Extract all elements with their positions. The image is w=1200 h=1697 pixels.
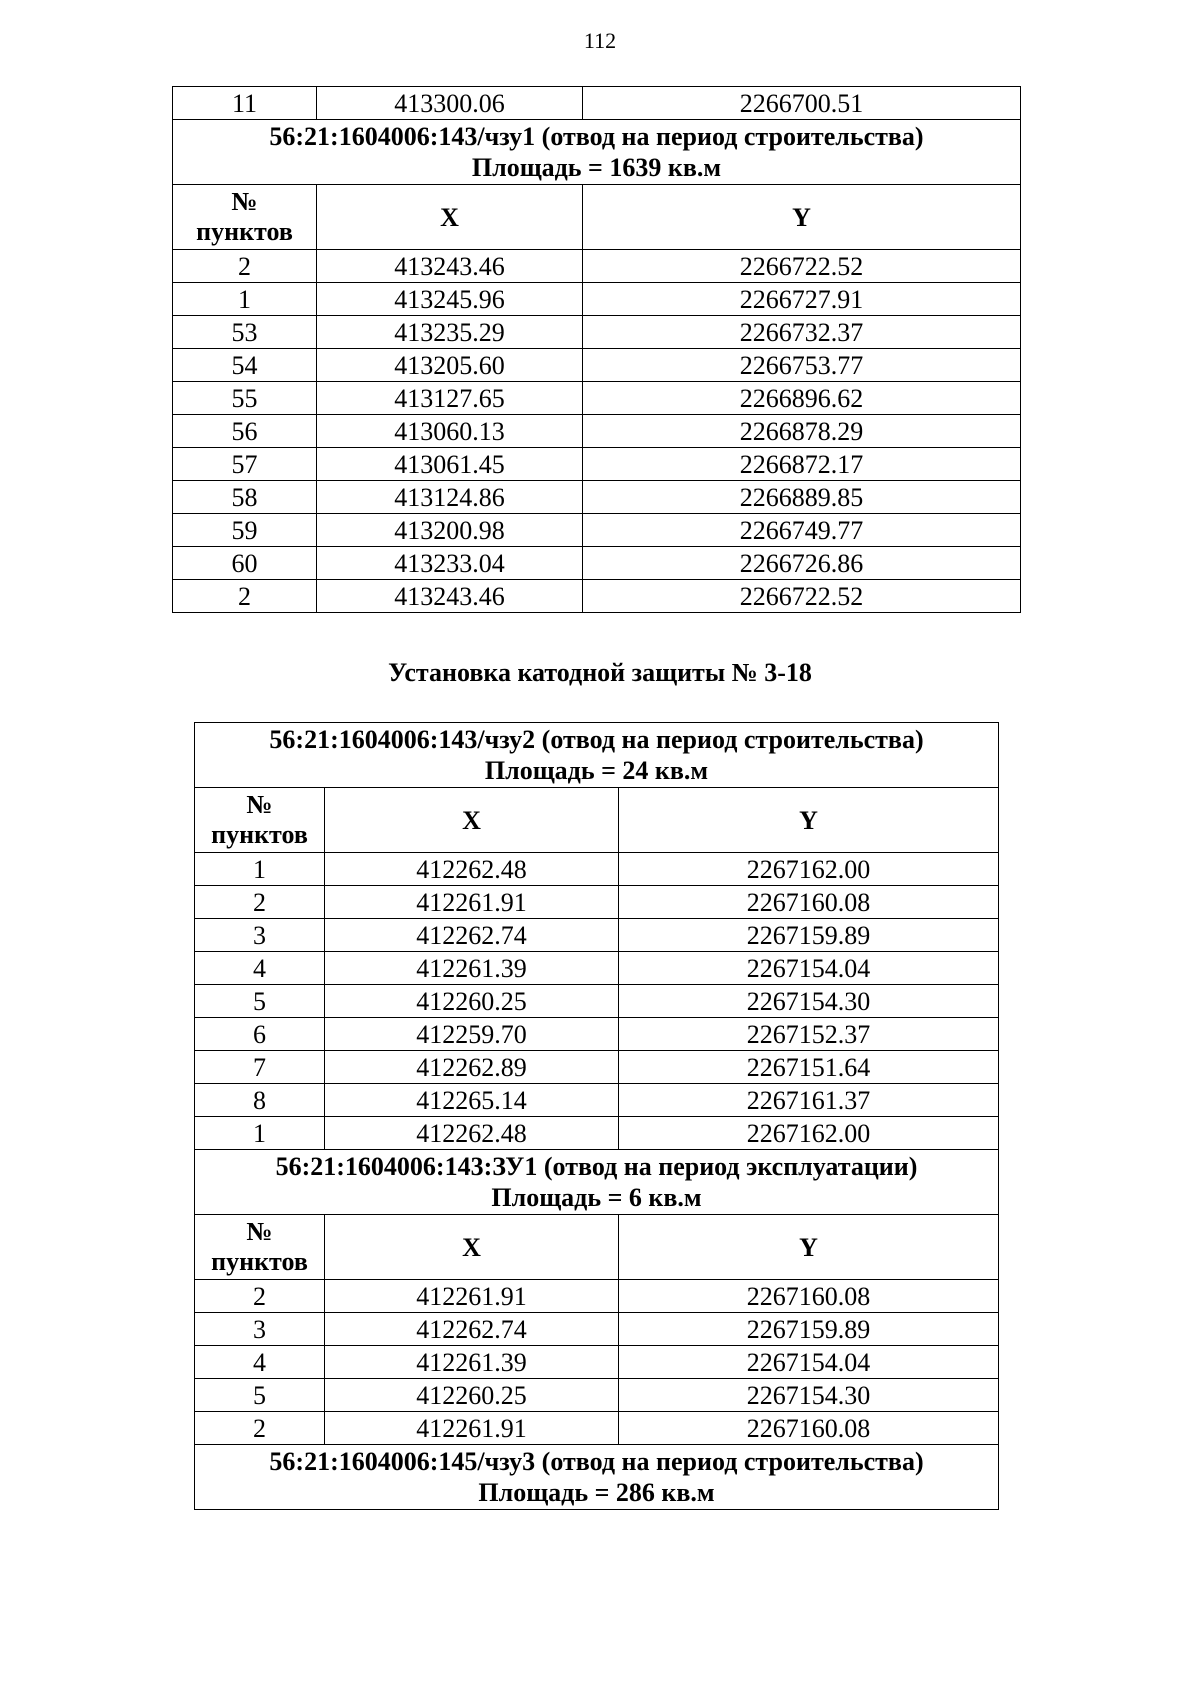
section-heading: Установка катодной защиты № 3-18 <box>388 658 812 687</box>
x-coordinate: 413061.45 <box>317 448 583 481</box>
parcel-area: Площадь = 6 кв.м <box>491 1183 702 1212</box>
point-number: 54 <box>173 349 317 382</box>
parcel-title-row <box>195 1445 999 1510</box>
table-row <box>195 985 999 1018</box>
table-row <box>195 853 999 886</box>
y-coordinate: 2266732.37 <box>583 316 1021 349</box>
y-coordinate: 2267159.89 <box>619 1313 999 1346</box>
point-number: 2 <box>195 1412 325 1445</box>
x-coordinate: 412262.48 <box>325 1117 619 1150</box>
point-number: 11 <box>173 87 317 120</box>
point-number: 7 <box>195 1051 325 1084</box>
y-coordinate: 2267160.08 <box>619 1280 999 1313</box>
table-row <box>173 349 1021 382</box>
header-number-sign: № <box>246 790 273 819</box>
y-coordinate: 2266753.77 <box>583 349 1021 382</box>
y-coordinate: 2266878.29 <box>583 415 1021 448</box>
table-row <box>173 382 1021 415</box>
point-number: 2 <box>195 1280 325 1313</box>
y-coordinate: 2267162.00 <box>619 1117 999 1150</box>
parcel-title-cell <box>173 120 1021 185</box>
y-coordinate: 2266896.62 <box>583 382 1021 415</box>
point-number: 2 <box>195 886 325 919</box>
y-coordinate: 2266722.52 <box>583 250 1021 283</box>
header-number-sign: № <box>231 187 258 216</box>
table-row <box>195 1051 999 1084</box>
point-number: 1 <box>195 853 325 886</box>
y-coordinate: 2267154.04 <box>619 952 999 985</box>
table-row <box>173 481 1021 514</box>
y-coordinate: 2267160.08 <box>619 1412 999 1445</box>
header-y: Y <box>619 788 999 853</box>
parcel-title: 56:21:1604006:143/чзу2 (отвод на период строительства) <box>269 725 924 754</box>
x-coordinate: 413233.04 <box>317 547 583 580</box>
x-coordinate: 412261.39 <box>325 1346 619 1379</box>
header-x: X <box>325 1215 619 1280</box>
y-coordinate: 2267159.89 <box>619 919 999 952</box>
point-number: 58 <box>173 481 317 514</box>
y-coordinate: 2267160.08 <box>619 886 999 919</box>
header-x: X <box>317 185 583 250</box>
x-coordinate: 412262.48 <box>325 853 619 886</box>
header-x: X <box>325 788 619 853</box>
header-point-number <box>195 788 325 853</box>
table-row <box>195 1313 999 1346</box>
header-points-label: пунктов <box>196 217 293 246</box>
point-number: 8 <box>195 1084 325 1117</box>
point-number: 3 <box>195 1313 325 1346</box>
header-row <box>195 788 999 853</box>
parcel-title-cell <box>195 1150 999 1215</box>
x-coordinate: 412261.91 <box>325 886 619 919</box>
x-coordinate: 412262.74 <box>325 1313 619 1346</box>
parcel-title: 56:21:1604006:143/чзу1 (отвод на период строительства) <box>269 122 924 151</box>
x-coordinate: 412265.14 <box>325 1084 619 1117</box>
y-coordinate: 2266727.91 <box>583 283 1021 316</box>
parcel-title-cell <box>195 723 999 788</box>
y-coordinate: 2267154.04 <box>619 1346 999 1379</box>
parcel-area: Площадь = 24 кв.м <box>484 756 709 785</box>
table-row <box>195 1117 999 1150</box>
table-row <box>195 1084 999 1117</box>
x-coordinate: 412259.70 <box>325 1018 619 1051</box>
x-coordinate: 413300.06 <box>317 87 583 120</box>
x-coordinate: 412262.74 <box>325 919 619 952</box>
header-points-label: пунктов <box>211 820 308 849</box>
y-coordinate: 2267162.00 <box>619 853 999 886</box>
point-number: 1 <box>173 283 317 316</box>
point-number: 5 <box>195 1379 325 1412</box>
y-coordinate: 2266722.52 <box>583 580 1021 613</box>
table-row <box>173 580 1021 613</box>
y-coordinate: 2266726.86 <box>583 547 1021 580</box>
coordinates-table-1 <box>172 86 1021 613</box>
table-row <box>195 952 999 985</box>
table-row <box>195 1346 999 1379</box>
x-coordinate: 413243.46 <box>317 250 583 283</box>
page-number: 112 <box>583 28 617 53</box>
y-coordinate: 2267154.30 <box>619 1379 999 1412</box>
point-number: 1 <box>195 1117 325 1150</box>
y-coordinate: 2267154.30 <box>619 985 999 1018</box>
table-row <box>173 316 1021 349</box>
header-y: Y <box>583 185 1021 250</box>
table-row <box>195 1412 999 1445</box>
y-coordinate: 2266889.85 <box>583 481 1021 514</box>
point-number: 2 <box>173 250 317 283</box>
point-number: 4 <box>195 952 325 985</box>
table-row <box>173 87 1021 120</box>
x-coordinate: 413124.86 <box>317 481 583 514</box>
y-coordinate: 2267152.37 <box>619 1018 999 1051</box>
table-row <box>195 1280 999 1313</box>
point-number: 56 <box>173 415 317 448</box>
table-row <box>195 919 999 952</box>
parcel-title-row <box>173 120 1021 185</box>
header-points-label: пунктов <box>211 1247 308 1276</box>
header-number-sign: № <box>246 1217 273 1246</box>
parcel-title-row <box>195 1150 999 1215</box>
header-row <box>173 185 1021 250</box>
header-y: Y <box>619 1215 999 1280</box>
x-coordinate: 413060.13 <box>317 415 583 448</box>
coordinates-table-2 <box>194 722 999 1510</box>
table-row <box>173 283 1021 316</box>
y-coordinate: 2267151.64 <box>619 1051 999 1084</box>
table-row <box>173 250 1021 283</box>
parcel-title-row <box>195 723 999 788</box>
x-coordinate: 412261.91 <box>325 1412 619 1445</box>
table-row <box>173 514 1021 547</box>
table-row <box>195 1379 999 1412</box>
parcel-title: 56:21:1604006:143:ЗУ1 (отвод на период эксплуатации) <box>275 1152 918 1181</box>
point-number: 60 <box>173 547 317 580</box>
parcel-area: Площадь = 1639 кв.м <box>471 153 722 182</box>
parcel-title-cell <box>195 1445 999 1510</box>
x-coordinate: 412260.25 <box>325 1379 619 1412</box>
parcel-area: Площадь = 286 кв.м <box>478 1478 715 1507</box>
table-row <box>195 1018 999 1051</box>
x-coordinate: 412262.89 <box>325 1051 619 1084</box>
x-coordinate: 412261.91 <box>325 1280 619 1313</box>
y-coordinate: 2266749.77 <box>583 514 1021 547</box>
point-number: 5 <box>195 985 325 1018</box>
point-number: 4 <box>195 1346 325 1379</box>
point-number: 3 <box>195 919 325 952</box>
parcel-title: 56:21:1604006:145/чзу3 (отвод на период строительства) <box>269 1447 924 1476</box>
x-coordinate: 413235.29 <box>317 316 583 349</box>
point-number: 6 <box>195 1018 325 1051</box>
table-row <box>173 547 1021 580</box>
y-coordinate: 2266700.51 <box>583 87 1021 120</box>
x-coordinate: 413205.60 <box>317 349 583 382</box>
point-number: 55 <box>173 382 317 415</box>
y-coordinate: 2267161.37 <box>619 1084 999 1117</box>
header-point-number <box>173 185 317 250</box>
x-coordinate: 412260.25 <box>325 985 619 1018</box>
x-coordinate: 412261.39 <box>325 952 619 985</box>
x-coordinate: 413127.65 <box>317 382 583 415</box>
table-row <box>173 415 1021 448</box>
table-row <box>195 886 999 919</box>
header-row <box>195 1215 999 1280</box>
table-row <box>173 448 1021 481</box>
header-point-number <box>195 1215 325 1280</box>
point-number: 53 <box>173 316 317 349</box>
point-number: 2 <box>173 580 317 613</box>
point-number: 59 <box>173 514 317 547</box>
x-coordinate: 413245.96 <box>317 283 583 316</box>
point-number: 57 <box>173 448 317 481</box>
x-coordinate: 413243.46 <box>317 580 583 613</box>
x-coordinate: 413200.98 <box>317 514 583 547</box>
y-coordinate: 2266872.17 <box>583 448 1021 481</box>
